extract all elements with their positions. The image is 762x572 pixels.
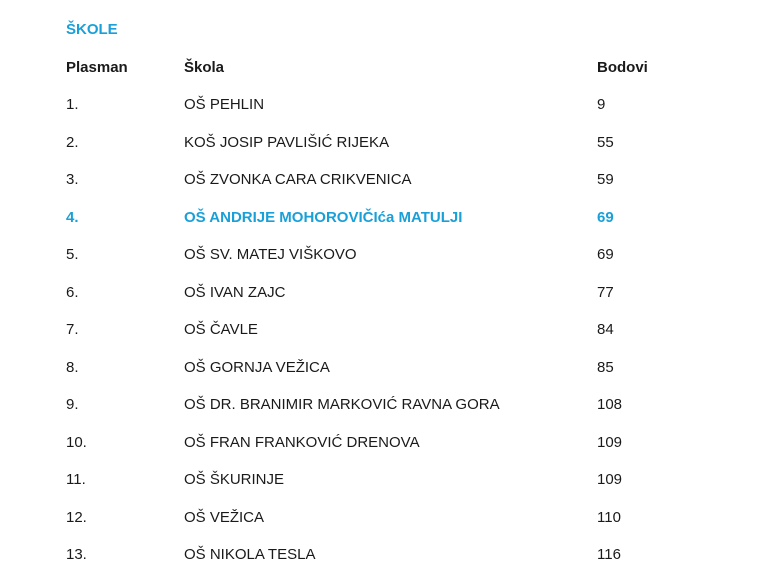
rank-cell: 12. — [66, 509, 87, 526]
school-cell: OŠ ČAVLE — [184, 321, 258, 338]
table-header-row — [0, 58, 762, 78]
rank-cell: 9. — [66, 396, 79, 413]
table-row — [0, 395, 762, 415]
table-row — [0, 133, 762, 153]
column-header-rank: Plasman — [66, 59, 128, 76]
points-cell: 109 — [597, 434, 623, 451]
rank-cell: 2. — [66, 134, 79, 151]
school-cell: OŠ ZVONKA CARA CRIKVENICA — [184, 171, 412, 188]
rank-cell: 4. — [66, 209, 79, 226]
rank-cell: 5. — [66, 246, 79, 263]
table-row — [0, 170, 762, 190]
school-cell: OŠ DR. BRANIMIR MARKOVIĆ RAVNA GORA — [184, 396, 500, 413]
section-title: ŠKOLE — [66, 21, 118, 38]
school-cell: OŠ FRAN FRANKOVIĆ DRENOVA — [184, 434, 420, 451]
points-cell: 77 — [597, 284, 614, 301]
school-cell: OŠ PEHLIN — [184, 96, 265, 113]
school-cell: OŠ ŠKURINJE — [184, 471, 285, 488]
table-row — [0, 283, 762, 303]
rank-cell: 11. — [66, 471, 86, 488]
table-row — [0, 545, 762, 565]
points-cell: 109 — [597, 471, 623, 488]
table-row — [0, 320, 762, 340]
rank-cell: 13. — [66, 546, 87, 563]
school-cell: OŠ NIKOLA TESLA — [184, 546, 316, 563]
school-cell: OŠ GORNJA VEŽICA — [184, 359, 330, 376]
points-cell: 59 — [597, 171, 614, 188]
rank-cell: 6. — [66, 284, 79, 301]
points-cell: 85 — [597, 359, 614, 376]
points-cell: 9 — [597, 96, 606, 113]
school-cell: KOŠ JOSIP PAVLIŠIĆ RIJEKA — [184, 134, 390, 151]
table-row — [0, 470, 762, 490]
table-row — [0, 208, 762, 228]
school-cell: OŠ IVAN ZAJC — [184, 284, 286, 301]
rank-cell: 1. — [66, 96, 79, 113]
column-header-points: Bodovi — [597, 59, 648, 76]
school-cell: OŠ ANDRIJE MOHOROVIČIća MATULJI — [184, 209, 463, 226]
rank-cell: 7. — [66, 321, 79, 338]
rank-cell: 3. — [66, 171, 79, 188]
school-cell: OŠ VEŽICA — [184, 509, 265, 526]
points-cell: 116 — [597, 546, 621, 563]
rank-cell: 8. — [66, 359, 79, 376]
points-cell: 108 — [597, 396, 623, 413]
points-cell: 110 — [597, 509, 621, 526]
table-row — [0, 95, 762, 115]
points-cell: 84 — [597, 321, 614, 338]
school-cell: OŠ SV. MATEJ VIŠKOVO — [184, 246, 357, 263]
points-cell: 69 — [597, 209, 614, 226]
table-row — [0, 508, 762, 528]
column-header-school: Škola — [184, 59, 225, 76]
table-row — [0, 433, 762, 453]
table-row — [0, 358, 762, 378]
rank-cell: 10. — [66, 434, 87, 451]
points-cell: 55 — [597, 134, 614, 151]
table-row — [0, 245, 762, 265]
points-cell: 69 — [597, 246, 614, 263]
